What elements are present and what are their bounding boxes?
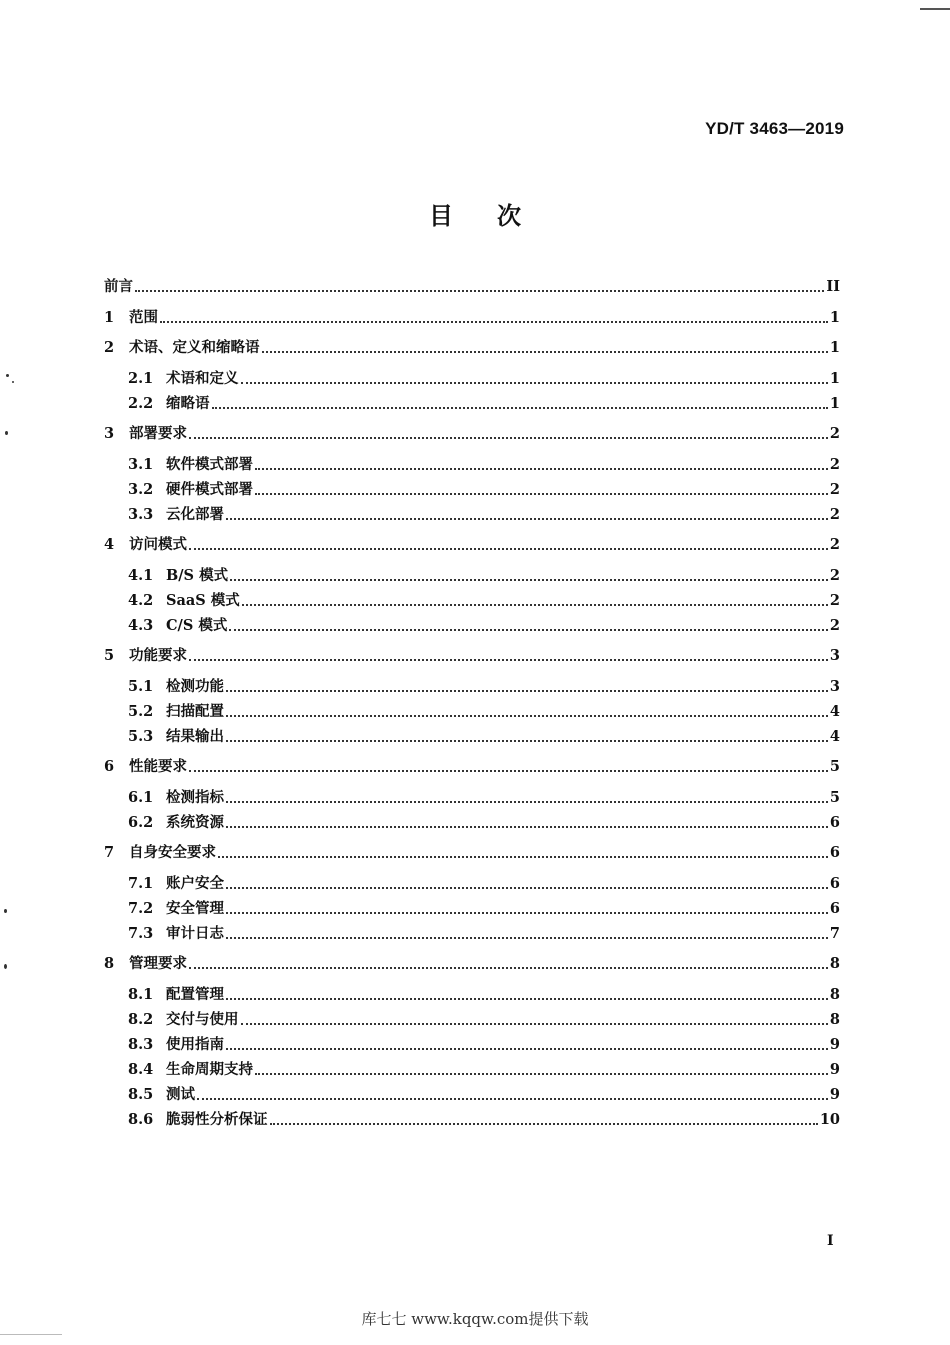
toc-entry-label: 安全管理: [166, 899, 224, 917]
toc-entry[interactable]: [104, 368, 840, 388]
toc-entry-page: 8: [829, 955, 840, 972]
toc-dot-leader: [197, 1098, 828, 1100]
toc-entry-page: 5: [829, 788, 840, 806]
toc-dot-leader: [241, 382, 828, 384]
toc-entry-number: 5.2: [128, 702, 154, 720]
toc-entry[interactable]: [104, 812, 840, 832]
toc-dot-leader: [135, 290, 824, 292]
toc-dot-leader: [226, 887, 828, 889]
toc-entry-label: 生命周期支持: [166, 1060, 253, 1078]
toc-entry[interactable]: [104, 276, 840, 296]
toc-entry[interactable]: [104, 645, 840, 665]
toc-entry[interactable]: [104, 923, 840, 943]
toc-dot-leader: [229, 629, 828, 631]
page-number: I: [827, 1233, 834, 1249]
toc-dot-leader: [270, 1123, 818, 1125]
toc-entry-number: 8.1: [128, 985, 154, 1003]
toc-entry-label: 自身安全要求: [129, 844, 216, 861]
toc-entry-page: 2: [829, 536, 840, 553]
toc-entry-label: 账户安全: [166, 874, 224, 892]
toc-entry-label: 硬件模式部署: [166, 480, 253, 498]
toc-entry-number: 7.1: [128, 874, 154, 892]
toc-dot-leader: [255, 1073, 828, 1075]
toc-entry-number: 8.3: [128, 1035, 154, 1053]
toc-dot-leader: [241, 1023, 828, 1025]
toc-dot-leader: [189, 659, 828, 661]
standard-number: YD/T 3463—2019: [705, 119, 844, 138]
toc-entry-label: 脆弱性分析保证: [166, 1110, 268, 1128]
toc-dot-leader: [226, 690, 828, 692]
toc-entry-label: 结果输出: [166, 727, 224, 745]
toc-entry-number: 4.2: [128, 591, 154, 609]
toc-entry-label: 性能要求: [129, 758, 187, 775]
toc-entry-page: 2: [829, 566, 840, 584]
toc-entry-label: 扫描配置: [166, 702, 224, 720]
toc-entry[interactable]: [104, 504, 840, 524]
scan-speck: [4, 964, 7, 969]
toc-entry-number: 8: [104, 955, 115, 972]
toc-entry-label: 检测功能: [166, 677, 224, 695]
toc-entry-page: 2: [829, 455, 840, 473]
toc-entry-number: 3: [104, 425, 115, 442]
toc-entry-number: 3.2: [128, 480, 154, 498]
toc-entry-page: 9: [829, 1085, 840, 1103]
toc-dot-leader: [226, 937, 828, 939]
toc-dot-leader: [189, 967, 828, 969]
toc-entry-page: 2: [829, 505, 840, 523]
toc-entry-page: 2: [829, 425, 840, 442]
toc-entry[interactable]: [104, 726, 840, 746]
scan-speck: [6, 374, 9, 377]
toc-entry-page: 1: [829, 339, 840, 356]
toc-entry[interactable]: [104, 787, 840, 807]
scan-speck: [4, 909, 7, 913]
toc-entry-label: 部署要求: [129, 425, 187, 442]
toc-entry-page: 1: [829, 308, 840, 326]
toc-entry-label: 测试: [166, 1085, 195, 1103]
toc-entry-page: 8: [829, 1010, 840, 1028]
toc-entry-number: 4.1: [128, 566, 154, 584]
toc-entry[interactable]: [104, 898, 840, 918]
toc-dot-leader: [255, 468, 828, 470]
toc-dot-leader: [226, 998, 828, 1000]
toc-dot-leader: [226, 801, 828, 803]
toc-entry-number: 2.1: [128, 369, 154, 387]
toc-entry-page: 1: [829, 394, 840, 412]
toc-entry-label: 缩略语: [166, 394, 210, 412]
toc-dot-leader: [262, 351, 828, 353]
toc-entry-page: 9: [829, 1035, 840, 1053]
toc-entry-number: 8.4: [128, 1060, 154, 1078]
toc-dot-leader: [189, 770, 828, 772]
toc-entry-page: 4: [829, 727, 840, 745]
toc-dot-leader: [160, 321, 828, 323]
toc-entry-label: 访问模式: [129, 536, 187, 553]
toc-entry-label: 系统资源: [166, 813, 224, 831]
toc-dot-leader: [226, 1048, 828, 1050]
toc-entry-number: 7.3: [128, 924, 154, 942]
scan-speck: [12, 381, 14, 383]
toc-entry-page: 5: [829, 758, 840, 775]
toc-entry[interactable]: [104, 1009, 840, 1029]
toc-entry-page: 2: [829, 616, 840, 634]
toc-entry[interactable]: [104, 393, 840, 413]
toc-entry[interactable]: [104, 590, 840, 610]
toc-dot-leader: [189, 437, 828, 439]
toc-entry-page: 10: [819, 1110, 840, 1128]
toc-entry-page: II: [826, 278, 840, 295]
toc-entry[interactable]: [104, 756, 840, 776]
toc-entry-label: B/S 模式: [166, 566, 229, 584]
toc-entry-label: SaaS 模式: [166, 591, 240, 609]
toc-dot-leader: [230, 579, 828, 581]
page-title: 目次: [429, 202, 565, 230]
toc-entry-number: 4.3: [128, 616, 154, 634]
toc-entry[interactable]: [104, 454, 840, 474]
toc-entry-number: 8.2: [128, 1010, 154, 1028]
toc-entry[interactable]: [104, 1109, 840, 1129]
toc-entry-number: 1: [104, 308, 115, 326]
toc-entry-label: 术语、定义和缩略语: [129, 339, 260, 356]
toc-dot-leader: [226, 826, 828, 828]
toc-entry[interactable]: [104, 1084, 840, 1104]
toc-entry-label: 术语和定义: [166, 369, 239, 387]
scan-speck: [5, 431, 8, 435]
toc-entry[interactable]: [104, 1059, 840, 1079]
toc-dot-leader: [189, 548, 828, 550]
toc-entry-page: 6: [829, 874, 840, 892]
toc-entry-page: 2: [829, 480, 840, 498]
toc-entry[interactable]: [104, 479, 840, 499]
toc-entry-number: 6.2: [128, 813, 154, 831]
toc-entry-page: 7: [829, 924, 840, 942]
toc-entry-number: 6.1: [128, 788, 154, 806]
toc-entry[interactable]: [104, 953, 840, 973]
toc-entry-page: 1: [829, 369, 840, 387]
toc-entry[interactable]: [104, 984, 840, 1004]
toc-dot-leader: [226, 518, 828, 520]
toc-entry-number: 7.2: [128, 899, 154, 917]
toc-entry-number: 2: [104, 339, 115, 356]
toc-entry-label: 检测指标: [166, 788, 224, 806]
toc-entry-number: 8.6: [128, 1110, 154, 1128]
toc-entry-number: 4: [104, 536, 115, 553]
toc-entry-page: 4: [829, 702, 840, 720]
toc-entry-label: 云化部署: [166, 505, 224, 523]
toc-entry[interactable]: [104, 842, 840, 862]
toc-entry-label: 管理要求: [129, 955, 187, 972]
toc-entry-label: 功能要求: [129, 647, 187, 664]
toc-dot-leader: [226, 740, 828, 742]
toc-entry-page: 2: [829, 591, 840, 609]
toc-entry-number: 2.2: [128, 394, 154, 412]
toc-dot-leader: [255, 493, 828, 495]
toc-entry-number: 3.3: [128, 505, 154, 523]
toc-dot-leader: [226, 912, 828, 914]
toc-entry[interactable]: [104, 307, 840, 327]
toc-dot-leader: [226, 715, 828, 717]
scan-edge-mark: [920, 8, 950, 10]
toc-entry-label: 使用指南: [166, 1035, 224, 1053]
toc-entry-number: 8.5: [128, 1085, 154, 1103]
toc-entry-page: 6: [829, 899, 840, 917]
toc-entry-number: 3.1: [128, 455, 154, 473]
toc-entry[interactable]: [104, 701, 840, 721]
toc-entry-label: 前言: [104, 278, 133, 295]
toc-entry[interactable]: [104, 565, 840, 585]
toc-entry-label: 配置管理: [166, 985, 224, 1003]
toc-entry-page: 3: [829, 647, 840, 664]
toc-entry-page: 6: [829, 813, 840, 831]
toc-entry[interactable]: [104, 1034, 840, 1054]
footer-watermark-text: 库七七 www.kqqw.com提供下载: [361, 1310, 589, 1328]
toc-entry[interactable]: [104, 337, 840, 357]
toc-entry-number: 5.3: [128, 727, 154, 745]
toc-entry-label: C/S 模式: [166, 616, 228, 634]
toc-entry[interactable]: [104, 615, 840, 635]
toc-entry-label: 范围: [129, 308, 158, 326]
toc-entry-page: 3: [829, 677, 840, 695]
toc-entry-page: 9: [829, 1060, 840, 1078]
footer-rule: [0, 1334, 62, 1335]
toc-entry-label: 软件模式部署: [166, 455, 253, 473]
toc-entry[interactable]: [104, 873, 840, 893]
toc-entry-label: 交付与使用: [166, 1010, 239, 1028]
toc-entry-page: 8: [829, 985, 840, 1003]
toc-entry-label: 审计日志: [166, 924, 224, 942]
toc-entry[interactable]: [104, 423, 840, 443]
toc-dot-leader: [218, 856, 828, 858]
toc-entry-number: 7: [104, 844, 115, 861]
toc-dot-leader: [242, 604, 828, 606]
toc-entry-number: 5.1: [128, 677, 154, 695]
toc-entry[interactable]: [104, 534, 840, 554]
toc-entry[interactable]: [104, 676, 840, 696]
toc-entry-number: 6: [104, 758, 115, 775]
toc-dot-leader: [212, 407, 828, 409]
toc-entry-number: 5: [104, 647, 115, 664]
toc-entry-page: 6: [829, 844, 840, 861]
